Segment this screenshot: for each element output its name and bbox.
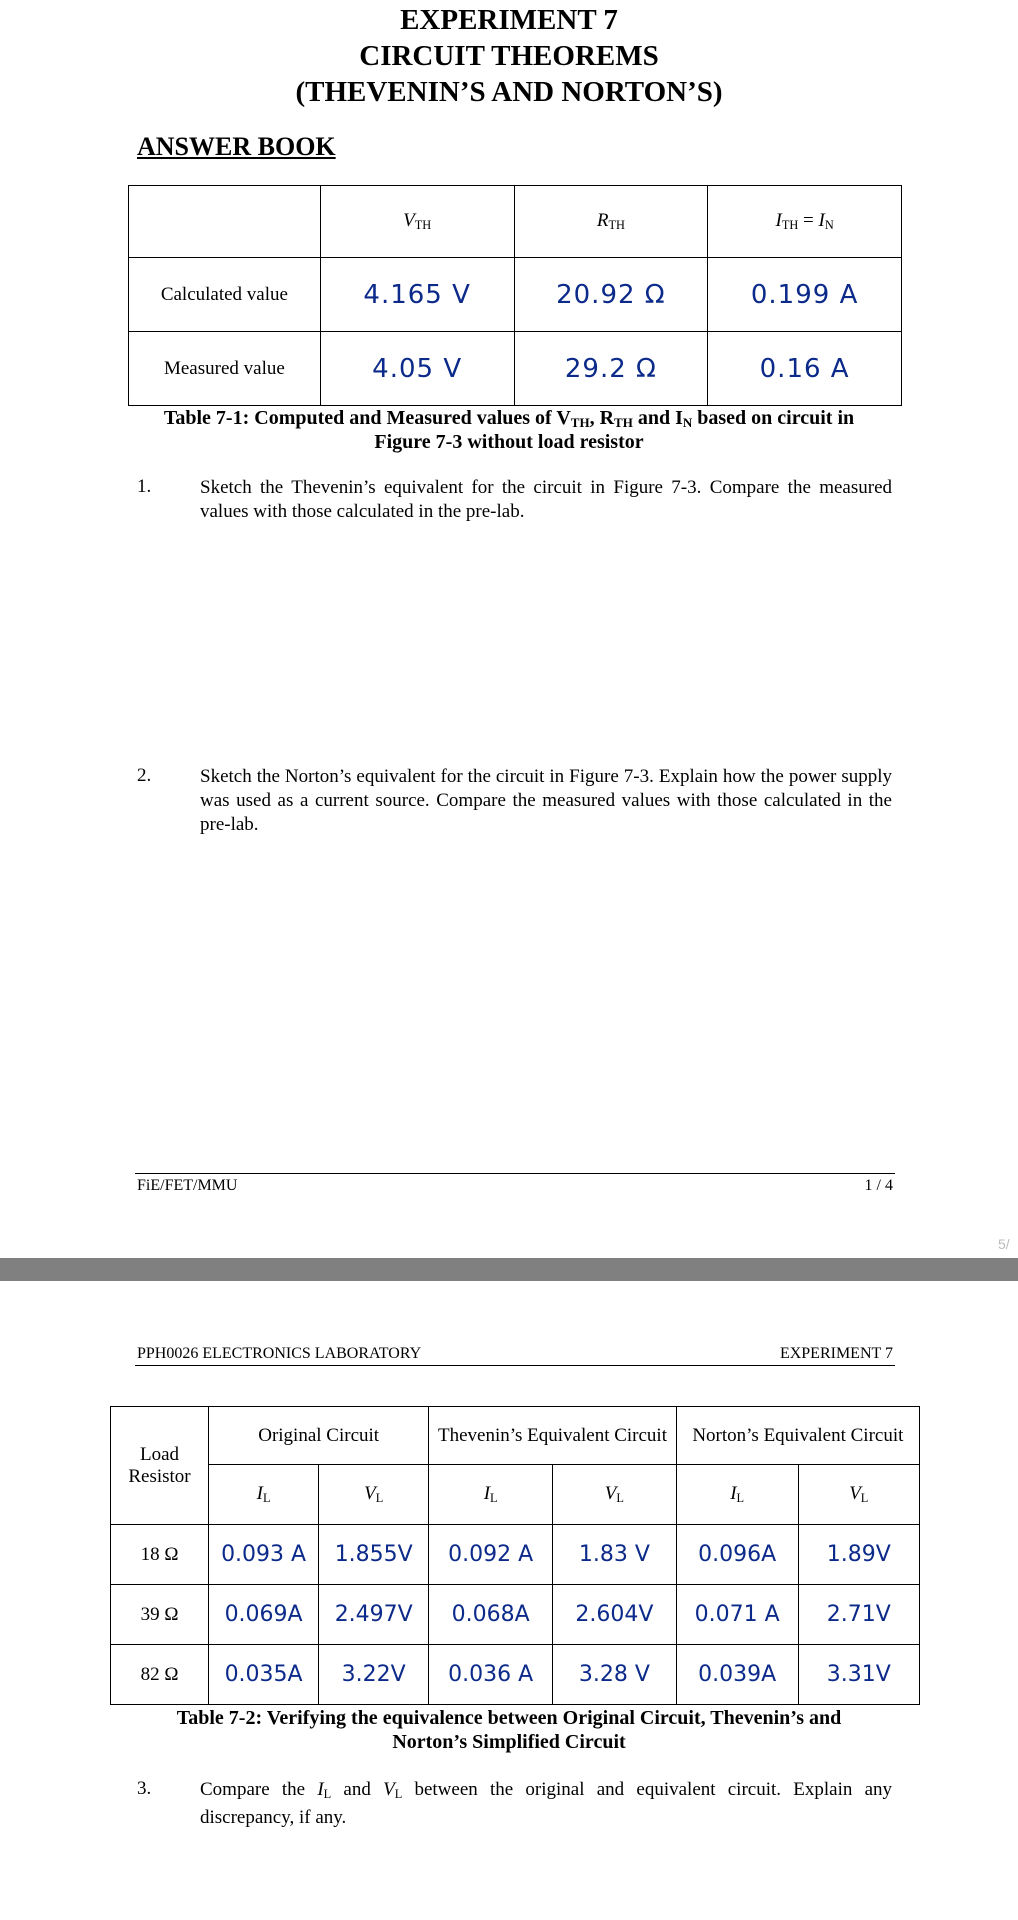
answer-book-heading: ANSWER BOOK: [137, 132, 336, 161]
col-il: $I_L$: [209, 1465, 319, 1525]
handwritten-value[interactable]: 1.89V: [798, 1525, 919, 1585]
question-1-number: 1.: [137, 476, 152, 497]
table-row: [111, 1645, 920, 1705]
question-3-number: 3.: [137, 1778, 152, 1799]
handwritten-value[interactable]: 2.497V: [319, 1585, 429, 1645]
table-7-1: [128, 185, 902, 406]
col-vl: $V_L$: [319, 1465, 429, 1525]
handwritten-value[interactable]: 0.093 A: [209, 1525, 319, 1585]
col-rth: $R_{TH}$: [514, 186, 708, 258]
handwritten-value[interactable]: 0.16 A: [708, 332, 902, 406]
table-7-1-caption: Table 7-1: Computed and Measured values of $V_{TH}$, $R_{TH}$ and $I_N$ based on circuit in: [163, 407, 855, 430]
col-il: $I_L$: [429, 1465, 553, 1525]
page2-header-left: PPH0026 ELECTRONICS LABORATORY: [137, 1345, 422, 1362]
handwritten-value[interactable]: 0.036 A: [429, 1645, 553, 1705]
handwritten-value[interactable]: 0.092 A: [429, 1525, 553, 1585]
table-row: [111, 1525, 920, 1585]
load-value: 82 Ω: [111, 1645, 209, 1705]
handwritten-value[interactable]: 3.22V: [319, 1645, 429, 1705]
handwritten-value[interactable]: 29.2 Ω: [514, 332, 708, 406]
handwritten-value[interactable]: 4.165 V: [320, 258, 514, 332]
col-il: $I_L$: [676, 1465, 798, 1525]
table-7-2-caption: Table 7-2: Verifying the equivalence between Original Circuit, Thevenin’s and: [176, 1707, 842, 1729]
table-row: [111, 1585, 920, 1645]
handwritten-value[interactable]: 3.28 V: [553, 1645, 677, 1705]
question-1-text: Sketch the Thevenin’s equivalent for the circuit in Figure 7-3. Compare the measured values with those calculated in the pre-lab.: [200, 477, 892, 522]
col-vth: $V_{TH}$: [320, 186, 514, 258]
table-7-1-caption-line2: Figure 7-3 without load resistor: [374, 431, 644, 453]
page2-header-rule: [135, 1365, 895, 1366]
page-indicator: 5/: [998, 1236, 1010, 1252]
table-7-2-caption-line2: Norton’s Simplified Circuit: [392, 1731, 626, 1753]
page2-header-right: EXPERIMENT 7: [779, 1345, 893, 1362]
footer-left: FiE/FET/MMU: [137, 1177, 238, 1194]
footer-rule: [135, 1173, 895, 1174]
handwritten-value[interactable]: 1.83 V: [553, 1525, 677, 1585]
handwritten-value[interactable]: 4.05 V: [320, 332, 514, 406]
handwritten-value[interactable]: 0.199 A: [708, 258, 902, 332]
handwritten-value[interactable]: 0.069A: [209, 1585, 319, 1645]
handwritten-value[interactable]: 0.096A: [676, 1525, 798, 1585]
table-subheader-row: [111, 1465, 920, 1525]
handwritten-value[interactable]: 20.92 Ω: [514, 258, 708, 332]
handwritten-value[interactable]: 2.604V: [553, 1585, 677, 1645]
handwritten-value[interactable]: 0.039A: [676, 1645, 798, 1705]
table-row: [129, 332, 902, 406]
experiment-title: EXPERIMENT 7: [400, 4, 618, 36]
question-2-number: 2.: [137, 765, 152, 786]
footer-page-number: 1 / 4: [864, 1177, 893, 1194]
thevenin-norton-title: (THEVENIN’S AND NORTON’S): [295, 76, 723, 108]
handwritten-value[interactable]: 1.855V: [319, 1525, 429, 1585]
original-circuit-header: Original Circuit: [209, 1407, 429, 1465]
table-row: [129, 258, 902, 332]
col-vl: $V_L$: [798, 1465, 919, 1525]
row-label: Calculated value: [129, 258, 321, 332]
thevenin-equivalent-header: Thevenin’s Equivalent Circuit: [429, 1407, 676, 1465]
load-value: 39 Ω: [111, 1585, 209, 1645]
table-7-2: [110, 1406, 920, 1705]
col-vl: $V_L$: [553, 1465, 677, 1525]
norton-equivalent-header: Norton’s Equivalent Circuit: [676, 1407, 919, 1465]
load-resistor-header: Load Resistor: [111, 1407, 209, 1525]
circuit-theorems-title: CIRCUIT THEOREMS: [359, 40, 659, 72]
question-3-text: Compare the $I_L$ and $V_L$ between the original and equivalent circuit. Explain any discrepancy, if any.: [200, 1779, 893, 1828]
table-header-row: [129, 186, 902, 258]
row-label: Measured value: [129, 332, 321, 406]
load-value: 18 Ω: [111, 1525, 209, 1585]
table-header-row: [111, 1407, 920, 1465]
handwritten-value[interactable]: 0.071 A: [676, 1585, 798, 1645]
col-ith-in: $I_{TH} = I_N$: [708, 186, 902, 258]
handwritten-value[interactable]: 0.068A: [429, 1585, 553, 1645]
handwritten-value[interactable]: 3.31V: [798, 1645, 919, 1705]
empty-header-cell: [129, 186, 321, 258]
handwritten-value[interactable]: 2.71V: [798, 1585, 919, 1645]
handwritten-value[interactable]: 0.035A: [209, 1645, 319, 1705]
question-2-text: Sketch the Norton’s equivalent for the circuit in Figure 7-3. Explain how the power supply was used as a current source. Compare the measured values with those calculated in the pre-lab.: [200, 766, 892, 835]
page-separator: [0, 1258, 1018, 1281]
